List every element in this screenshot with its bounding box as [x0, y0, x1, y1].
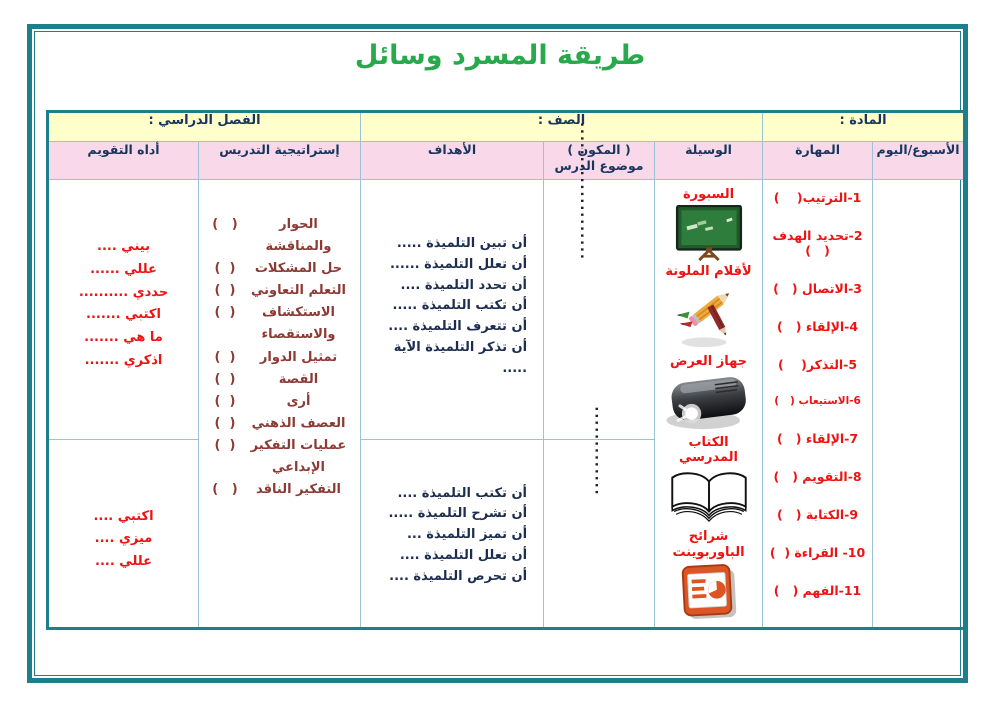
skill-item: 4-الإلقاء ( ): [776, 319, 859, 335]
skill-item: 8-التقويم ( ): [773, 468, 862, 484]
skill-item: 3-الاتصال ( ): [773, 281, 862, 297]
objective-item: أن تحرص التلميذة ....: [389, 568, 528, 584]
objectives-cell-1: [361, 180, 544, 440]
skill-item: 2-تحديد الهدف ( ): [772, 228, 863, 259]
objective-item: أن تحدد التلميذة ....: [400, 277, 528, 293]
strategy-item: والمناقشة: [265, 239, 332, 255]
topic-cell-2: [544, 406, 655, 628]
means-label-pens: لأقلام الملونة: [665, 263, 752, 279]
evaluation-item: ما هي .......: [84, 330, 163, 345]
topic-column-header: ( المكون ) موضوع الدرس: [544, 142, 655, 180]
page-title: طريقة المسرد وسائل: [354, 40, 646, 71]
strategy-list: [199, 180, 360, 501]
evaluation-item: اكتبي ....: [93, 508, 154, 524]
evaluation-cell-2: [48, 439, 199, 628]
evaluation-item: عللي ......: [90, 261, 157, 277]
strategy-item: القصة ( ): [214, 371, 319, 387]
evaluation-item: بيني ....: [97, 239, 150, 254]
means-label-projector: جهاز العرض: [669, 354, 748, 370]
strategy-item: الاستكشاف ( ): [214, 305, 335, 321]
skill-item: 7-الإلقاء ( ): [776, 430, 859, 446]
body-row-1: [48, 180, 965, 440]
blackboard-icon: [672, 205, 746, 261]
powerpoint-icon: [680, 562, 738, 622]
worksheet-table: [46, 110, 966, 630]
week-day-column-header: الأسبوع/اليوم: [873, 142, 965, 180]
week-day-cell: [873, 180, 965, 629]
topic-vertical-dots: ....................: [577, 122, 593, 261]
strategy-item: حل المشكلات ( ): [214, 261, 343, 277]
strategy-item: أرى ( ): [214, 393, 311, 409]
grade-header-cell: الصف :: [361, 112, 763, 142]
skill-item: 1-الترتيب( ): [773, 190, 862, 205]
strategy-item: الحوار ( ): [212, 217, 318, 232]
objective-item: أن تعلل التلميذة ......: [389, 256, 528, 272]
evaluation-column-header: أداه التقويم: [48, 142, 199, 180]
strategy-item: تمثيل الدوار ( ): [214, 349, 338, 365]
skill-item: 5-التذكر( ): [778, 357, 858, 373]
objective-item: أن تكتب التلميذة .....: [392, 298, 528, 314]
evaluation-cell-1: [48, 180, 199, 440]
strategy-item: العصف الذهني ( ): [214, 415, 346, 431]
strategy-item: عمليات التفكير ( ): [214, 437, 347, 453]
strategy-item: التعلم التعاوني ( ): [214, 283, 346, 299]
objectives-cell-2: [361, 439, 544, 628]
skill-item: 6-الاستيعاب ( ): [774, 395, 861, 408]
means-label-board: السبورة: [682, 187, 735, 202]
evaluation-list-1: [49, 180, 198, 373]
column-header-row: [48, 142, 965, 180]
subject-header-cell: المادة :: [763, 112, 965, 142]
evaluation-item: اكتبي .......: [86, 307, 161, 323]
skill-item: 11-الفهم ( ): [773, 582, 862, 598]
means-cell: [655, 180, 763, 629]
evaluation-item: اذكري .......: [84, 352, 163, 368]
objective-item: أن تميز التلميذة ...: [406, 527, 528, 543]
strategy-item: والاستقصاء: [261, 327, 336, 343]
semester-header-cell: الفصل الدراسي :: [48, 112, 361, 142]
skill-list: [763, 180, 872, 606]
projector-icon: [661, 372, 757, 432]
strategy-item: التفكير الناقد ( ): [212, 482, 342, 498]
objective-item: أن تكتب التلميذة ....: [397, 485, 528, 501]
objective-item: أن تبين التلميذة .....: [396, 236, 528, 251]
objective-item: أن تعلل التلميذة ....: [399, 548, 528, 564]
means-list: [655, 180, 762, 627]
skill-cell: [763, 180, 873, 629]
evaluation-list-2: [49, 440, 198, 574]
skill-item: 10- القراءة ( ): [769, 544, 866, 560]
evaluation-item: حددي ..........: [78, 284, 169, 300]
means-label-book: الكتاب المدرسي: [679, 434, 739, 466]
objective-item: أن تتعرف التلميذة ....: [388, 319, 528, 335]
colored-pencils-icon: [673, 281, 745, 351]
objectives-column-header: الأهداف: [361, 142, 544, 180]
objectives-list-2: [361, 440, 543, 588]
skill-item: 9-الكتابة ( ): [777, 506, 859, 522]
topic-vertical-dots: .............: [591, 406, 607, 497]
means-label-powerpoint: شرائح الباوربوينت: [672, 528, 745, 560]
skill-column-header: المهارة: [763, 142, 873, 180]
strategy-cell: [199, 180, 361, 629]
strategy-column-header: إستراتيجية التدريس: [199, 142, 361, 180]
objective-item: أن تذكر التلميذة الآية .....: [393, 339, 528, 376]
means-column-header: الوسيلة: [655, 142, 763, 180]
objectives-list-1: [361, 180, 543, 380]
open-book-icon: [666, 468, 752, 526]
strategy-item: الإبداعي: [271, 460, 325, 476]
top-header-row: [48, 112, 965, 142]
evaluation-item: ميزي ....: [94, 531, 153, 547]
objective-item: أن تشرح التلميذة .....: [388, 506, 528, 522]
evaluation-item: عللي ....: [95, 554, 152, 570]
